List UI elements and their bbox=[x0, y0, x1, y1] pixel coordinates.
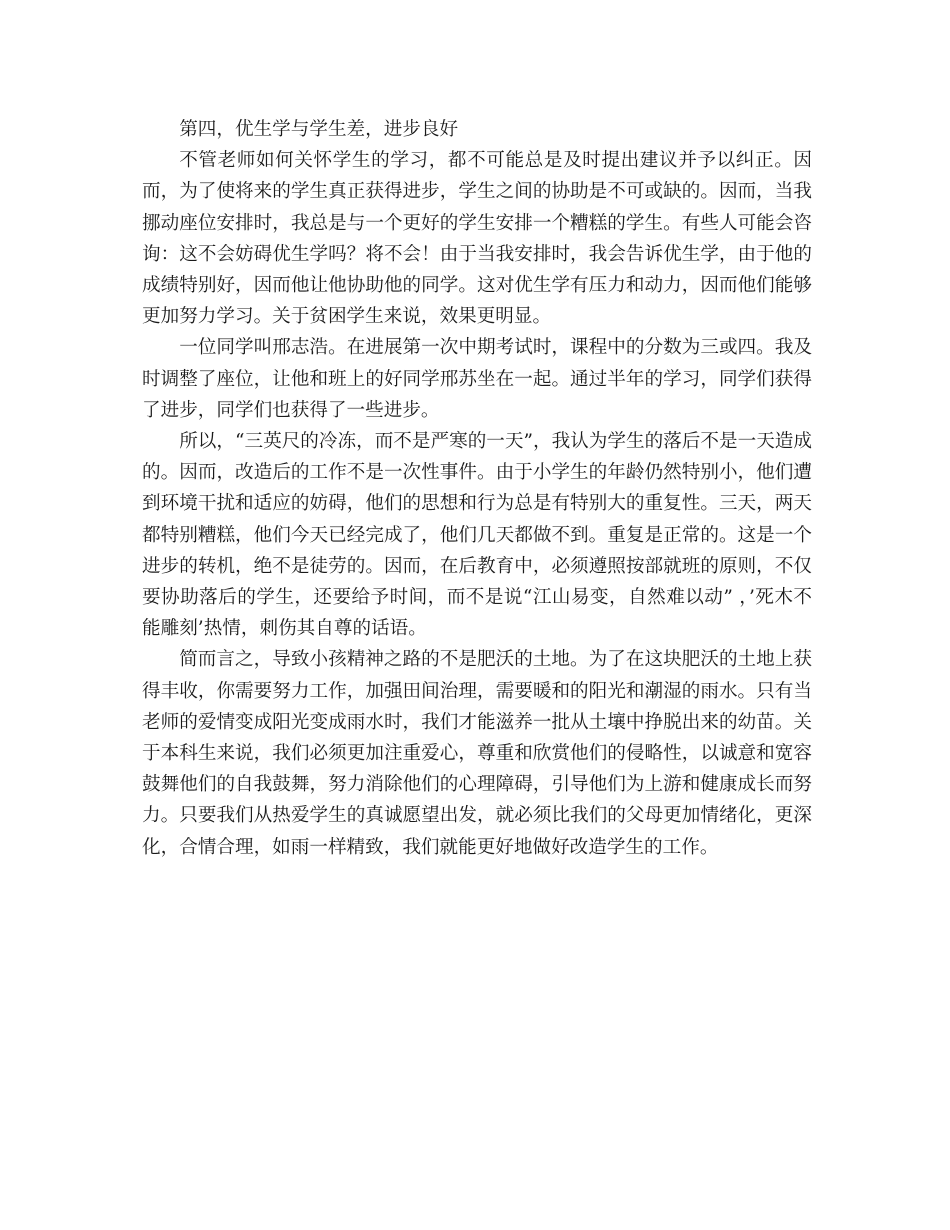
paragraph-student-example: 一位同学叫邢志浩。在进展第一次中期考试时，课程中的分数为三或四。我及时调整了座位，让他和班上的好同学邢苏坐在一起。通过半年的学习，同学们获得了进步，同学们也获得了一些进步。 bbox=[142, 337, 812, 421]
document-page bbox=[142, 114, 812, 863]
paragraph-gradual-progress: 所以，“三英尺的冷冻，而不是严寒的一天”，我认为学生的落后不是一天造成的。因而，改造后的工作不是一次性事件。由于小学生的年龄仍然特别小，他们遭到环境干扰和适应的妨碍，他们的思想和行为总是有特别大的重复性。三天，两天都特别糟糕，他们今天已经完成了，他们几天都做不到。重复是正常的。这是一个进步的转机，绝不是徒劳的。因而，在后教育中，必须遵照按部就班的原则，不仅要协助落后的学生，还要给予时间，而不是说“江山易变，自然难以动” ，’死木不能雕刻’热情，刺伤其自尊的话语。 bbox=[142, 431, 812, 640]
paragraph-conclusion: 简而言之，导致小孩精神之路的不是肥沃的土地。为了在这块肥沃的土地上获得丰收，你需要努力工作，加强田间治理，需要暖和的阳光和潮湿的雨水。只有当老师的爱情变成阳光变成雨水时，我们才能滋养一批从土壤中挣脱出来的幼苗。关于本科生来说，我们必须更加注重爱心，尊重和欣赏他们的侵略性，以诚意和宽容鼓舞他们的自我鼓舞，努力消除他们的心理障碍，引导他们为上游和健康成长而努力。只要我们从热爱学生的真诚愿望出发，就必须比我们的父母更加情绪化，更深化，合情合理，如雨一样精致，我们就能更好地做好改造学生的工作。 bbox=[142, 649, 812, 858]
paragraph-peer-help: 不管老师如何关怀学生的学习，都不可能总是及时提出建议并予以纠正。因而，为了使将来的学生真正获得进步，学生之间的协助是不可或缺的。因而，当我挪动座位安排时，我总是与一个更好的学生安排一个糟糕的学生。有些人可能会咨询：这不会妨碍优生学吗？将不会！由于当我安排时，我会告诉优生学，由于他的成绩特别好，因而他让他协助他的同学。这对优生学有压力和动力，因而他们能够更加努力学习。关于贫困学生来说，效果更明显。 bbox=[142, 150, 812, 328]
section-heading: 第四，优生学与学生差，进步良好 bbox=[179, 119, 459, 140]
